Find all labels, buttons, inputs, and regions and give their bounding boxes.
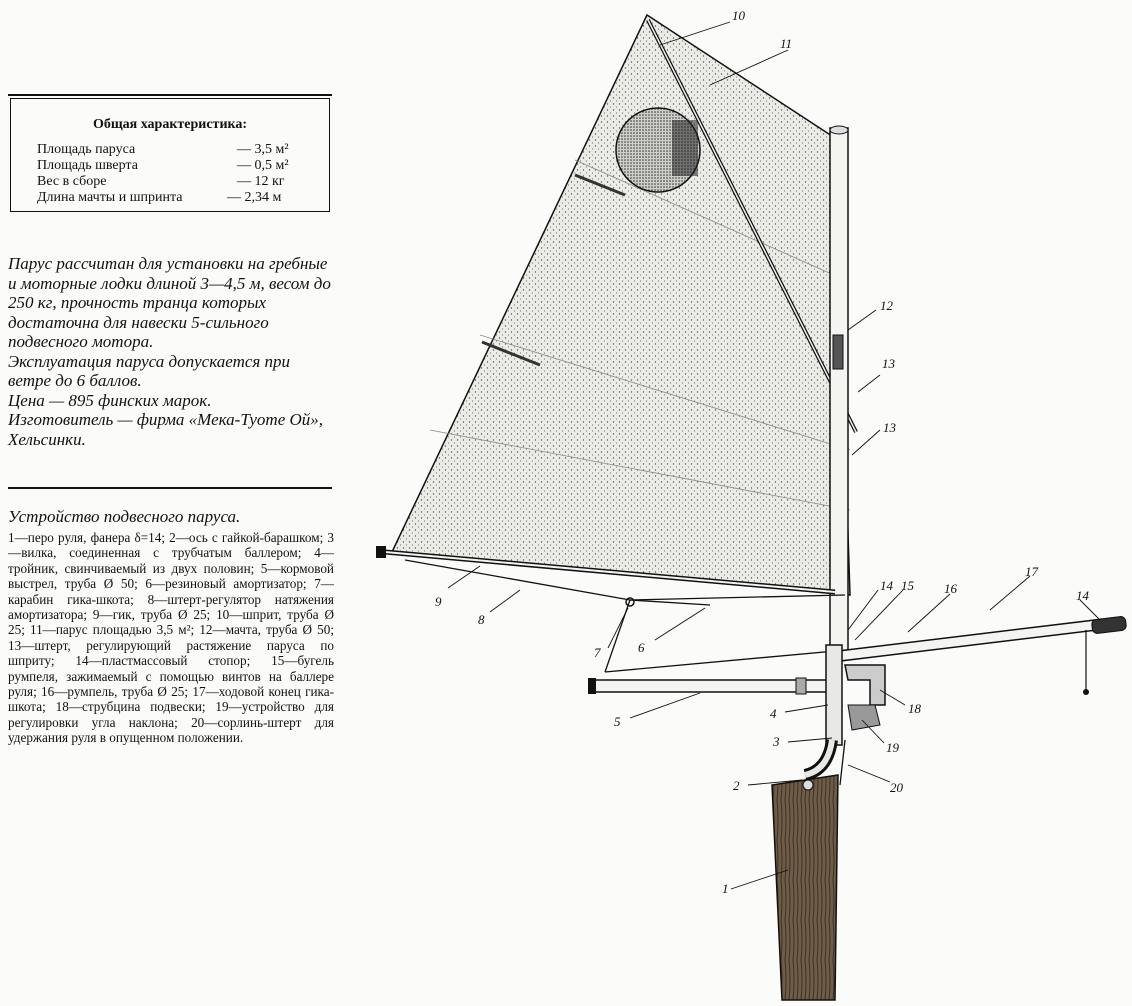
spec-box <box>10 98 330 212</box>
callout-13-upper: 13 <box>882 356 895 371</box>
callout-17: 17 <box>1025 564 1038 579</box>
callout-14-tiller: 14 <box>1076 588 1089 603</box>
rudder-blade <box>772 775 838 1000</box>
spec-title: Общая характеристика: <box>92 117 248 132</box>
rudder-pivot <box>803 780 813 790</box>
callout-12: 12 <box>880 298 893 313</box>
callout-16: 16 <box>944 581 957 596</box>
spec-label: Площадь паруса <box>37 142 136 157</box>
callout-9: 9 <box>435 594 442 609</box>
outrigger-collar <box>796 678 806 694</box>
parts-legend: 1—перо руля, фанера δ=14; 2—ось с гайкой-барашком; 3—вилка, соединенная с трубчатым баллером; 4—тройник, свинчиваемый из двух половин; 5—кормовой выстрел, труба Ø 50; 6—резиновый амортизатор; 7—карабин гика-шкота; 8—штерт-регулятор натяжения амортизатора; 9—гик, труба Ø 25; 10—шприт, труба Ø 25; 11—парус площадью 3,5 м²; 12—мачта, труба Ø 50; 13—штерт, регулирующий растяжение паруса по шприту; 14—пластмассовый стопор; 15—бугель румпеля, зажимаемый с помощью винтов на баллере руля; 16—румпель, труба Ø 25; 17—ходовой конец гика-шкота; 18—струбцина подвески; 19—устройство для регулировки угла наклона; 20—сорлинь-штерт для удержания руля в опущенном положении. <box>8 530 334 746</box>
spec-value: — 12 кг <box>237 174 285 189</box>
spec-value: — 2,34 м <box>227 190 282 205</box>
spec-label: Вес в сборе <box>37 174 107 189</box>
callout-10: 10 <box>732 8 745 23</box>
sail <box>392 15 850 595</box>
mast <box>830 128 848 658</box>
callout-11: 11 <box>780 36 793 51</box>
description <box>8 254 334 449</box>
callout-3: 3 <box>773 734 780 749</box>
boom-end-cap <box>376 546 386 558</box>
callout-1: 1 <box>722 881 729 896</box>
callout-15: 15 <box>901 578 914 593</box>
device-heading: Устройство подвесного паруса. <box>8 507 241 526</box>
spec-label: Площадь шверта <box>37 158 138 173</box>
tilt-device <box>848 705 880 730</box>
description-paragraph: Парус рассчитан для установки на гребные и моторные лодки длиной 3—4,5 м, весом до 250 кг, прочность транца которых достаточна для навески 5-сильного подвесного мотора. <box>8 254 331 351</box>
sail-rig-diagram <box>360 0 1132 1006</box>
transom-clamp <box>845 665 885 705</box>
top-rule <box>8 94 332 96</box>
tiller-grip <box>1091 616 1126 634</box>
description-paragraph: Цена — 895 финских марок. <box>8 390 212 410</box>
spec-value: — 0,5 м² <box>237 158 289 173</box>
callout-4: 4 <box>770 706 777 721</box>
callout-14-mast: 14 <box>880 578 893 593</box>
callout-13-lower: 13 <box>883 420 896 435</box>
sheet-snap-hook <box>626 598 634 606</box>
callout-19: 19 <box>886 740 899 755</box>
outrigger-end <box>588 678 596 694</box>
spec-value: — 3,5 м² <box>237 142 289 157</box>
tiller-stopper <box>1083 689 1089 695</box>
tiller <box>830 620 1097 662</box>
callout-2: 2 <box>733 778 740 793</box>
sail-window-patch <box>672 120 698 176</box>
callout-7: 7 <box>594 645 601 660</box>
callout-8: 8 <box>478 612 485 627</box>
bungee-line-2 <box>630 595 845 600</box>
mast-top <box>830 126 848 134</box>
callout-6: 6 <box>638 640 645 655</box>
spec-label: Длина мачты и шпринта <box>37 190 183 205</box>
mast-clamp <box>833 335 843 369</box>
callout-20: 20 <box>890 780 903 795</box>
description-paragraph: Эксплуатация паруса допускается при ветре до 6 баллов. <box>8 351 291 390</box>
rudder-stock <box>826 645 842 745</box>
downhaul <box>840 740 845 785</box>
section-rule <box>8 487 332 489</box>
callout-5: 5 <box>614 714 621 729</box>
description-paragraph: Изготовитель — фирма «Мека-Туоте Ой», Хельсинки. <box>8 410 324 449</box>
callout-18: 18 <box>908 701 921 716</box>
